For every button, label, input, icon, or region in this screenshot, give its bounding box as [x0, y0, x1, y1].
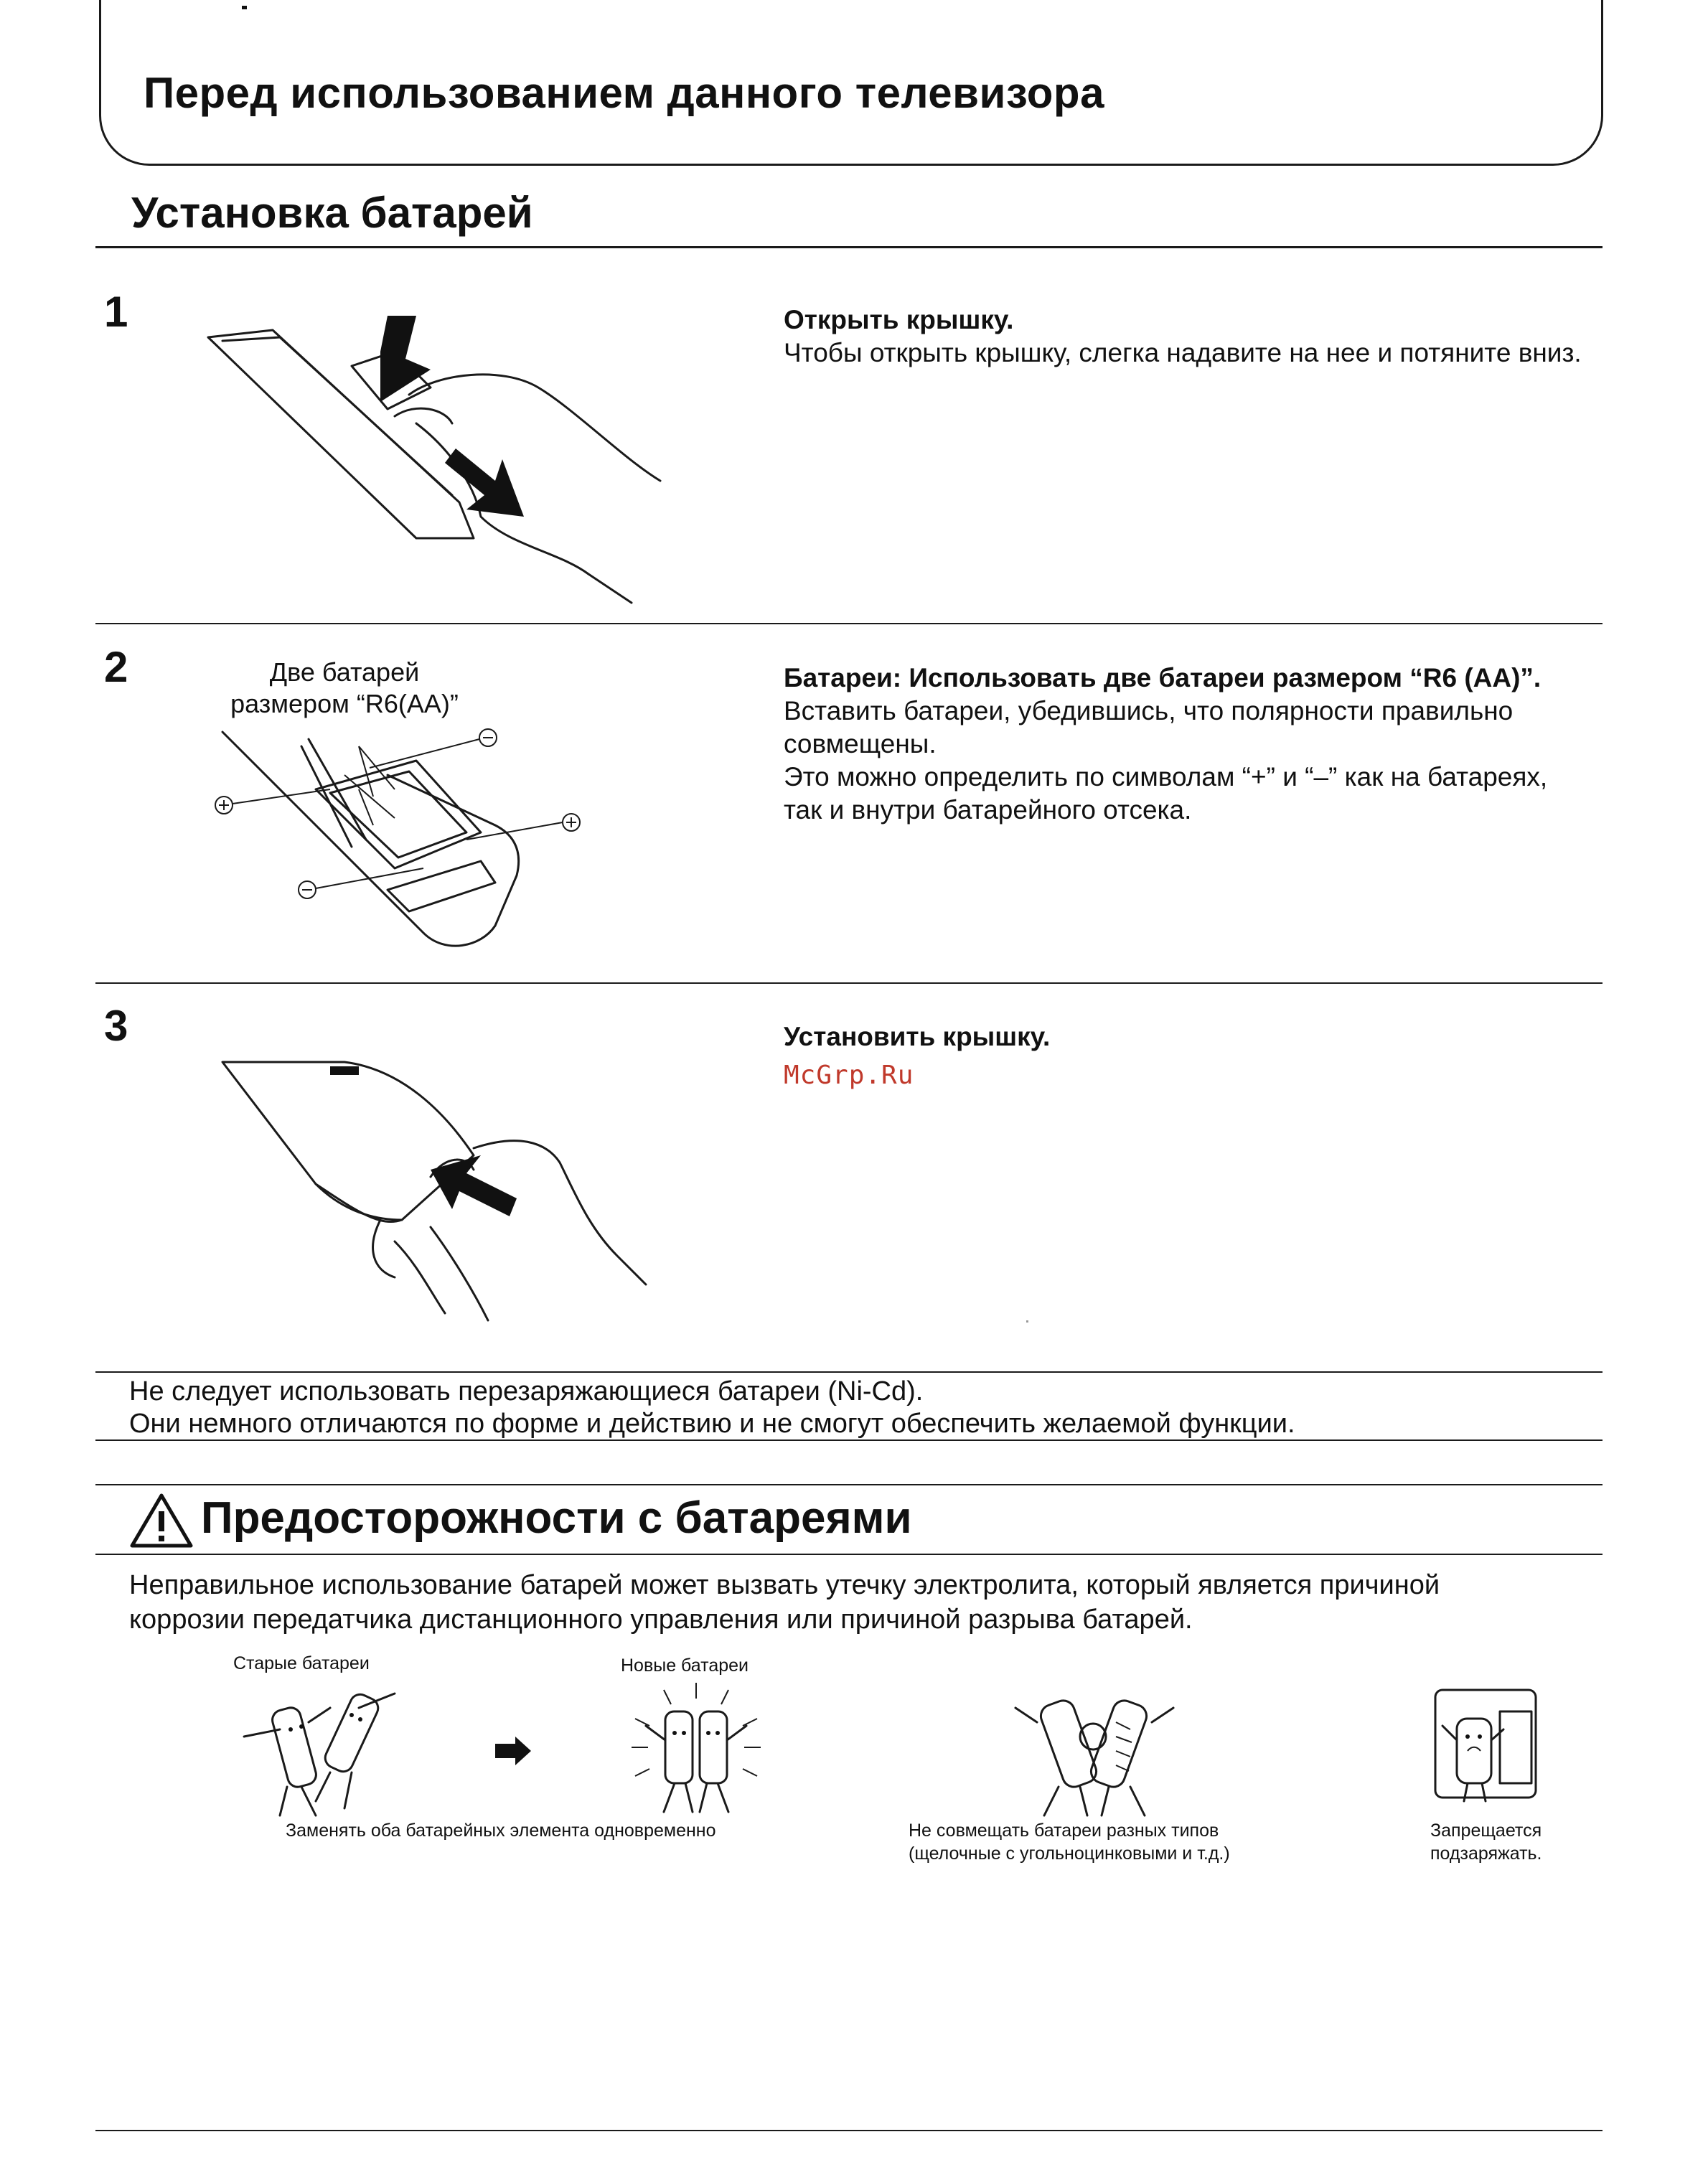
page-title: Перед использованием данного телевизора — [144, 69, 1104, 117]
recharge-caption — [1430, 1819, 1542, 1865]
caution-line-1: Неправильное использование батарей может вызвать утечку электролита, который является причиной — [129, 1570, 1440, 1600]
note-line-1: Не следует использовать перезаряжающиеся батареи (Ni-Cd). — [129, 1376, 924, 1406]
caution-line-2: коррозии передатчика дистанционного управления или причиной разрыва батарей. — [129, 1605, 1193, 1635]
step-1-body: Чтобы открыть крышку, слегка надавите на нее и потяните вниз. — [784, 338, 1582, 367]
open-cover-illustration — [201, 301, 689, 588]
battery-compartment-illustration — [208, 718, 596, 962]
step-3-title: Установить крышку. — [784, 1022, 1051, 1051]
step-2-number: 2 — [104, 643, 128, 691]
caution-top-divider — [95, 1484, 1603, 1485]
step-2-title-prefix: Батареи: — [784, 663, 902, 692]
note-line-2: Они немного отличаются по форме и действию и не смогут обеспечить желаемой функции. — [129, 1409, 1295, 1439]
replace-caption: Заменять оба батарейных элемента одновременно — [286, 1821, 716, 1841]
close-cover-illustration — [215, 1055, 646, 1328]
note-top-divider — [95, 1371, 1603, 1373]
mix-caption-line1: Не совмещать батареи разных типов — [909, 1821, 1219, 1841]
step-2-title: Использовать две батареи размером “R6 (AA)”. — [909, 663, 1542, 692]
mix-caption — [909, 1819, 1230, 1865]
dot-mark-2 — [1026, 1320, 1028, 1323]
note-bottom-divider — [95, 1439, 1603, 1441]
step-divider-2 — [95, 982, 1603, 984]
step-3-text — [784, 1020, 1587, 1053]
step-2-body-line1: Вставить батареи, убедившись, что полярности правильно совмещены. — [784, 696, 1514, 758]
step-2-text — [784, 662, 1587, 827]
step-3-number: 3 — [104, 1002, 128, 1050]
caution-title-divider — [95, 1554, 1603, 1555]
footer-divider — [95, 2130, 1603, 2131]
old-batteries-icon — [237, 1679, 423, 1823]
battery-figure-label-line2: размером “R6(AA)” — [230, 689, 459, 718]
step-1-title: Открыть крышку. — [784, 305, 1014, 334]
step-2-body-line2: Это можно определить по символам “+” и “–” как на батареях, так и внутри батарейного отсека. — [784, 762, 1548, 825]
battery-figure-label — [215, 657, 474, 720]
mixed-batteries-icon — [1008, 1679, 1181, 1823]
battery-figure-label-line1: Две батарей — [269, 657, 420, 687]
no-recharge-icon — [1428, 1683, 1543, 1805]
caution-body — [129, 1568, 1608, 1637]
section-divider — [95, 246, 1603, 248]
new-batteries-icon — [621, 1676, 771, 1819]
old-batteries-label: Старые батареи — [233, 1653, 370, 1673]
arrow-right-icon — [495, 1737, 531, 1765]
section-title: Установка батарей — [131, 189, 533, 237]
watermark: McGrp.Ru — [784, 1061, 914, 1090]
recharge-caption-line1: Запрещается — [1430, 1821, 1542, 1841]
step-1-number: 1 — [104, 288, 128, 336]
step-1-text — [784, 304, 1587, 370]
mix-caption-line2: (щелочные с угольноцинковыми и т.д.) — [909, 1843, 1230, 1864]
step-divider-1 — [95, 623, 1603, 624]
step-2-heading — [784, 662, 1587, 695]
caution-title: Предосторожности с батареями — [201, 1493, 912, 1543]
recharge-caption-line2: подзаряжать. — [1430, 1843, 1542, 1864]
new-batteries-label: Новые батареи — [621, 1655, 749, 1676]
dot-mark — [242, 6, 247, 9]
warning-triangle-icon — [129, 1493, 194, 1549]
